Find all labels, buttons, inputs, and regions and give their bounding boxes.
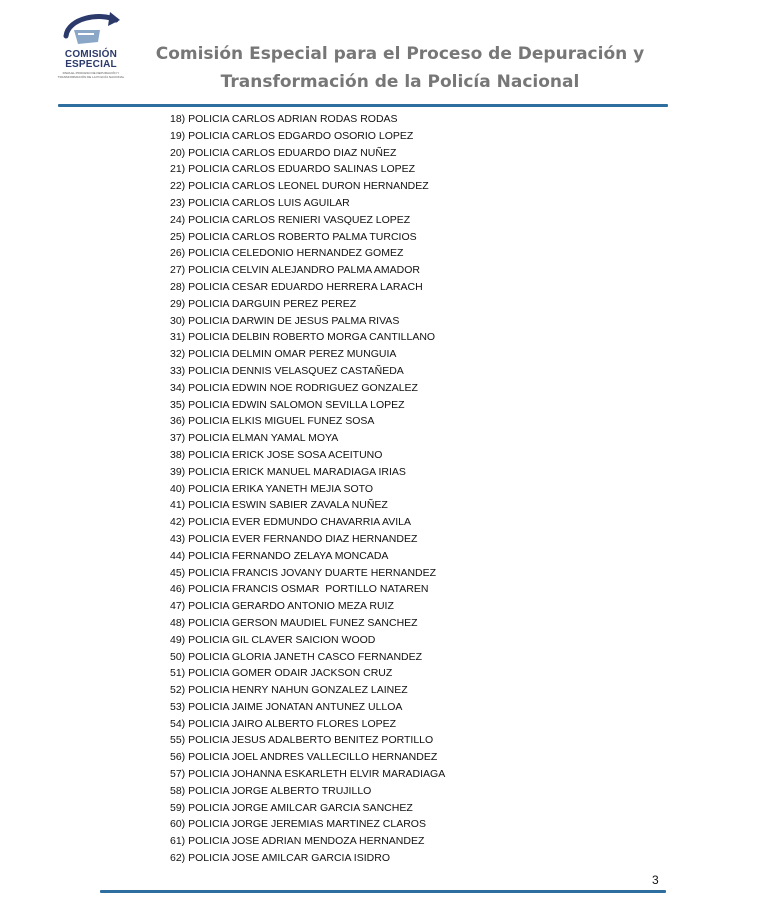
list-item: 31) POLICIA DELBIN ROBERTO MORGA CANTILLANO [170,331,436,344]
list-item: 58) POLICIA JORGE ALBERTO TRUJILLO [170,784,372,797]
list-item: 37) POLICIA ELMAN YAMAL MOYA [170,432,339,445]
footer-divider [100,890,666,893]
title-line-1: Comisión Especial para el Proceso de Depuración y [155,44,645,64]
list-item: 20) POLICIA CARLOS EDUARDO DIAZ NUÑEZ [170,146,397,159]
list-item: 60) POLICIA JORGE JEREMIAS MARTINEZ CLAROS [170,818,426,831]
list-item: 45) POLICIA FRANCIS JOVANY DUARTE HERNANDEZ [170,566,437,579]
list-item: 46) POLICIA FRANCIS OSMAR PORTILLO NATAREN [170,583,429,596]
list-item: 28) POLICIA CESAR EDUARDO HERRERA LARACH [170,280,423,293]
list-item: 48) POLICIA GERSON MAUDIEL FUNEZ SANCHEZ [170,616,418,629]
list-item: 18) POLICIA CARLOS ADRIAN RODAS RODAS [170,113,398,125]
list-item: 44) POLICIA FERNANDO ZELAYA MONCADA [170,549,389,562]
list-item: 36) POLICIA ELKIS MIGUEL FUNEZ SOSA [170,415,375,428]
list-item: 27) POLICIA CELVIN ALEJANDRO PALMA AMADOR [170,264,420,277]
page-title [140,40,660,96]
badge-icon [60,8,122,50]
list-item: 41) POLICIA ESWIN SABIER ZAVALA NUÑEZ [170,499,388,512]
list-item: 34) POLICIA EDWIN NOE RODRIGUEZ GONZALEZ [170,381,418,394]
header-divider [58,104,668,107]
list-item: 43) POLICIA EVER FERNANDO DIAZ HERNANDEZ [170,532,418,545]
list-item: 21) POLICIA CARLOS EDUARDO SALINAS LOPEZ [170,163,416,176]
list-item: 40) POLICIA ERIKA YANETH MEJIA SOTO [170,482,374,495]
list-item: 30) POLICIA DARWIN DE JESUS PALMA RIVAS [170,314,400,327]
list-item: 57) POLICIA JOHANNA ESKARLETH ELVIR MARADIAGA [170,768,446,781]
list-item: 29) POLICIA DARGUIN PEREZ PEREZ [170,297,357,310]
list-item: 62) POLICIA JOSE AMILCAR GARCIA ISIDRO [170,852,390,865]
page-number: 3 [652,873,659,887]
list-item: 19) POLICIA CARLOS EDGARDO OSORIO LOPEZ [170,129,414,142]
list-item: 24) POLICIA CARLOS RENIERI VASQUEZ LOPEZ [170,213,411,226]
title-line-2: Transformación de la Policía Nacional [220,72,580,92]
list-item: 50) POLICIA GLORIA JANETH CASCO FERNANDEZ [170,650,423,663]
list-item: 23) POLICIA CARLOS LUIS AGUILAR [170,196,350,209]
list-item: 52) POLICIA HENRY NAHUN GONZALEZ LAINEZ [170,684,408,697]
logo-title-line2: ESPECIAL [65,59,117,70]
list-item: 49) POLICIA GIL CLAVER SAICION WOOD [170,633,376,646]
list-item: 32) POLICIA DELMIN OMAR PEREZ MUNGUIA [170,348,397,361]
list-item: 54) POLICIA JAIRO ALBERTO FLORES LOPEZ [170,717,397,730]
list-item: 42) POLICIA EVER EDMUNDO CHAVARRIA AVILA [170,516,411,529]
list-item: 39) POLICIA ERICK MANUEL MARADIAGA IRIAS [170,465,406,478]
list-item: 53) POLICIA JAIME JONATAN ANTUNEZ ULLOA [170,700,403,713]
commission-logo [50,8,132,96]
list-item: 25) POLICIA CARLOS ROBERTO PALMA TURCIOS [170,230,417,243]
list-item: 47) POLICIA GERARDO ANTONIO MEZA RUIZ [170,600,394,613]
list-item: 55) POLICIA JESUS ADALBERTO BENITEZ PORTILLO [170,734,434,747]
list-item: 56) POLICIA JOEL ANDRES VALLECILLO HERNANDEZ [170,751,438,764]
list-item: 51) POLICIA GOMER ODAIR JACKSON CRUZ [170,667,393,680]
logo-subtitle: PARA EL PROCESO DE DEPURACIÓN Y TRANSFORMACIÓN DE LA POLICÍA NACIONAL [57,71,125,79]
list-item: 26) POLICIA CELEDONIO HERNANDEZ GOMEZ [170,247,404,260]
logo-title-line1: COMISIÓN [64,49,118,60]
list-item: 33) POLICIA DENNIS VELASQUEZ CASTAÑEDA [170,364,404,377]
list-item: 61) POLICIA JOSE ADRIAN MENDOZA HERNANDEZ [170,835,425,848]
list-item: 59) POLICIA JORGE AMILCAR GARCIA SANCHEZ [170,801,413,814]
list-item: 38) POLICIA ERICK JOSE SOSA ACEITUNO [170,448,383,461]
list-item: 35) POLICIA EDWIN SALOMON SEVILLA LOPEZ [170,398,405,411]
list-item: 22) POLICIA CARLOS LEONEL DURON HERNANDEZ [170,180,429,193]
officer-list [170,111,445,867]
